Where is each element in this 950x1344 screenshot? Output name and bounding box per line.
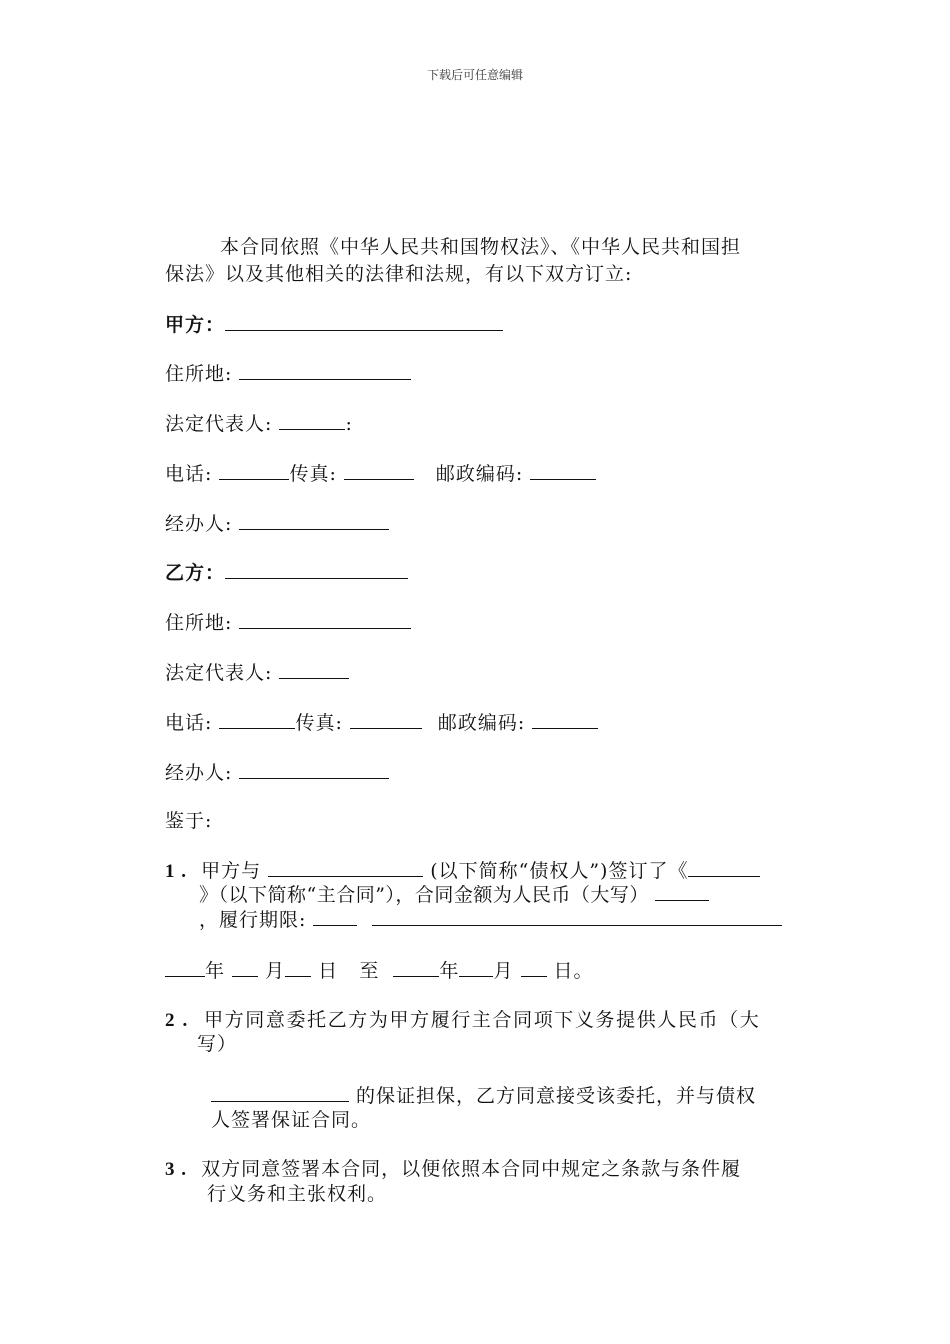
date-range-row (165, 958, 594, 983)
item2-line-2: 写） (197, 1033, 238, 1055)
item2-line-1 (165, 1008, 760, 1033)
party-b-address-blank[interactable] (239, 610, 411, 629)
party-a-title: 甲方： (165, 314, 226, 336)
party-b-contact-row (165, 710, 598, 735)
item1-contract-name-blank[interactable] (688, 858, 760, 877)
party-b-agent-label: 经办人: (165, 762, 233, 784)
date-to-label: 至 (359, 960, 380, 982)
start-day-label: 日 (318, 960, 339, 982)
item1-amount-blank[interactable] (655, 882, 709, 901)
item1-text-b: (以下简称“债权人”)签订了《 (430, 860, 689, 882)
party-b-address-label: 住所地: (165, 612, 233, 634)
start-month-blank[interactable] (232, 958, 258, 977)
start-month-label: 月 (265, 960, 286, 982)
item2-text-3: 的保证担保，乙方同意接受该委托，并与债权 (356, 1085, 757, 1107)
party-a-phone-blank[interactable] (219, 461, 289, 480)
party-b-zip-label: 邮政编码: (437, 712, 526, 734)
party-b-name-blank[interactable] (225, 560, 408, 579)
page-header: 下载后可任意编辑 (426, 68, 523, 82)
party-a-agent-label: 经办人: (165, 513, 233, 535)
item1-line-2 (199, 882, 709, 907)
party-b-rep-label: 法定代表人: (165, 662, 273, 684)
party-a-agent-blank[interactable] (239, 511, 389, 530)
party-b-agent-row (165, 760, 389, 785)
party-b-address-row (165, 610, 411, 635)
whereas-heading: 鉴于: (165, 810, 213, 832)
party-a-zip-blank[interactable] (530, 461, 596, 480)
item1-line-3 (199, 907, 782, 932)
start-year-label: 年 (205, 960, 226, 982)
intro-line-2: 保法》以及其他相关的法律和法规，有以下双方订立: (165, 263, 633, 285)
end-month-label: 月 (493, 960, 514, 982)
party-a-agent-row (165, 511, 389, 536)
item1-number: 1 . (165, 861, 187, 882)
end-year-blank[interactable] (393, 958, 439, 977)
party-b-rep-row (165, 660, 349, 685)
party-b-agent-blank[interactable] (239, 760, 389, 779)
intro-line-1: 本合同依照《中华人民共和国物权法》、《中华人民共和国担 (220, 236, 742, 258)
party-b-fax-label: 传真: (295, 712, 343, 734)
item2-text-1: 甲方同意委托乙方为甲方履行主合同项下义务提供人民币（大 (204, 1009, 761, 1031)
party-a-name-blank[interactable] (225, 312, 503, 331)
end-year-label: 年 (439, 960, 460, 982)
party-a-address-label: 住所地: (165, 363, 233, 385)
item2-amount-blank[interactable] (211, 1083, 349, 1102)
start-year-blank[interactable] (165, 958, 205, 977)
party-a-address-blank[interactable] (239, 361, 411, 380)
party-b-fax-blank[interactable] (350, 710, 422, 729)
start-day-blank[interactable] (285, 958, 311, 977)
party-b-rep-blank[interactable] (279, 660, 349, 679)
item1-line-1 (165, 858, 760, 884)
item1-term-blank-b[interactable] (372, 907, 782, 926)
item3-number: 3 . (165, 1159, 187, 1180)
party-b-phone-label: 电话: (165, 712, 213, 734)
party-b-zip-blank[interactable] (532, 710, 598, 729)
item2-line-4: 人签署保证合同。 (211, 1109, 372, 1131)
item1-text-c: 》（以下简称“主合同”），合同金额为人民币（大写） (199, 884, 649, 906)
party-a-rep-row (165, 411, 353, 436)
item3-line-1 (165, 1157, 741, 1182)
end-day-label: 日。 (553, 960, 594, 982)
item3-text-1: 双方同意签署本合同，以便依照本合同中规定之条款与条件履 (201, 1158, 742, 1180)
party-a-fax-blank[interactable] (344, 461, 414, 480)
party-a-contact-row (165, 461, 596, 486)
party-b-phone-blank[interactable] (219, 710, 295, 729)
item1-text-d: ，履行期限: (199, 909, 307, 931)
party-b-row (165, 560, 408, 585)
party-a-row (165, 312, 503, 337)
party-a-phone-label: 电话: (165, 463, 213, 485)
party-a-address-row (165, 361, 411, 386)
end-month-blank[interactable] (459, 958, 493, 977)
end-day-blank[interactable] (521, 958, 547, 977)
item1-creditor-blank[interactable] (268, 858, 423, 877)
party-a-fax-label: 传真: (289, 463, 337, 485)
item2-number: 2 . (165, 1010, 189, 1031)
party-a-rep-blank[interactable] (279, 411, 345, 430)
item2-line-3 (211, 1083, 756, 1108)
item1-term-blank-a[interactable] (313, 907, 357, 926)
party-a-rep-tail: : (345, 413, 353, 435)
party-b-title: 乙方： (165, 562, 226, 584)
item1-text-a: 甲方与 (201, 860, 262, 882)
party-a-zip-label: 邮政编码: (435, 463, 524, 485)
item3-line-2: 行义务和主张权利。 (207, 1183, 388, 1205)
party-a-rep-label: 法定代表人: (165, 413, 273, 435)
